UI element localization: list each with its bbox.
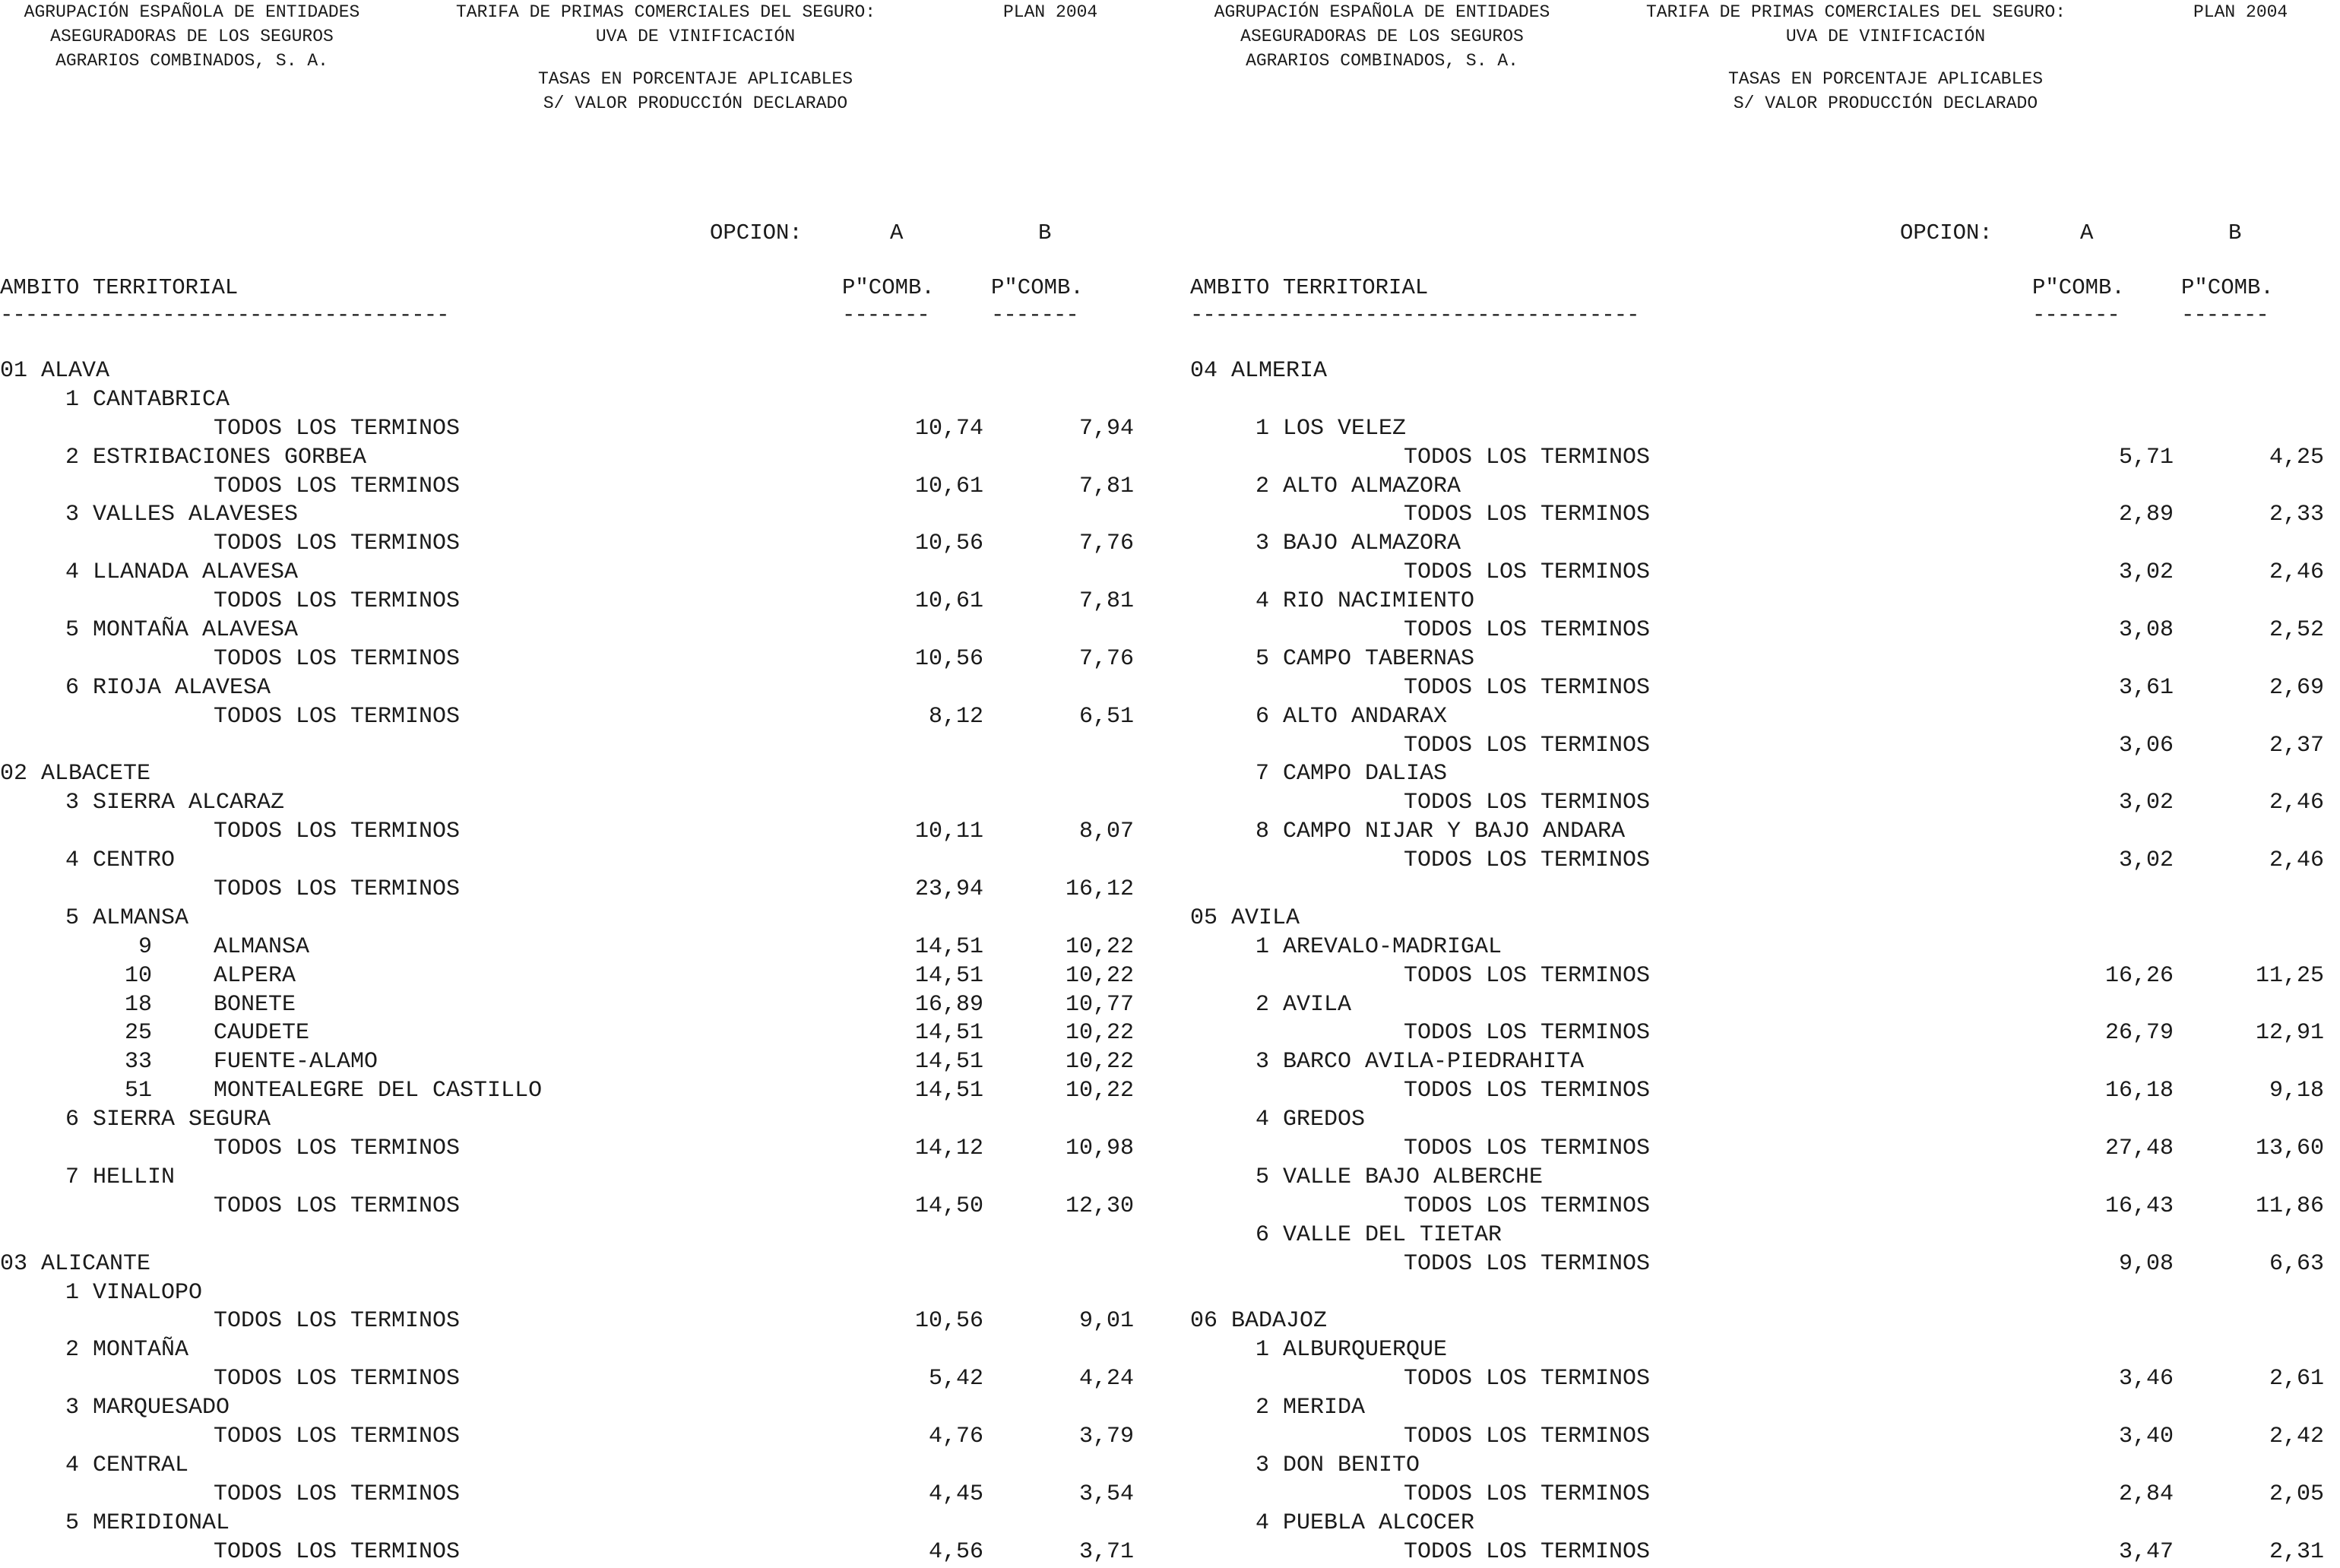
- termino-label: TODOS LOS TERMINOS: [214, 1193, 461, 1219]
- termino-label: FUENTE-ALAMO: [214, 1049, 378, 1075]
- rate-table-right: [1190, 357, 2340, 1566]
- ambito-underline: ------------------------------------: [0, 303, 449, 328]
- rate-option-a: 10,74: [914, 415, 983, 442]
- tasas-note: [494, 67, 897, 116]
- comarca-label: 7 CAMPO DALIAS: [1255, 761, 1448, 787]
- termino-row: [1190, 674, 2340, 703]
- termino-row: [1190, 1019, 2340, 1048]
- termino-row: [1190, 962, 2340, 991]
- comarca-label: 1 VINALOPO: [65, 1279, 203, 1306]
- org-line-2: ASEGURADORAS DE LOS SEGUROS: [50, 27, 334, 46]
- termino-label: TODOS LOS TERMINOS: [1404, 1481, 1651, 1507]
- comarca-row: [1190, 933, 2340, 962]
- rate-option-b: 4,24: [1078, 1366, 1134, 1392]
- rate-option-b: 2,46: [2269, 847, 2324, 874]
- rate-option-b: 10,98: [1065, 1136, 1134, 1162]
- termino-row: [0, 1538, 1150, 1567]
- comarca-label: 4 GREDOS: [1255, 1107, 1366, 1133]
- rate-option-a: 14,51: [914, 1078, 983, 1104]
- rate-option-a: 10,56: [914, 531, 983, 557]
- termino-label: TODOS LOS TERMINOS: [1404, 1020, 1651, 1047]
- option-b: B: [1038, 220, 1052, 245]
- termino-row: [0, 1048, 1150, 1077]
- province-label: 03 ALICANTE: [0, 1250, 151, 1277]
- comarca-label: 2 ESTRIBACIONES GORBEA: [65, 444, 367, 470]
- rate-option-b: 4,25: [2269, 444, 2324, 470]
- rate-option-b: 6,63: [2269, 1250, 2324, 1277]
- termino-row: [0, 1019, 1150, 1048]
- termino-row: [0, 415, 1150, 444]
- comarca-label: 4 CENTRAL: [65, 1452, 189, 1478]
- org-line-1: AGRUPACIÓN ESPAÑOLA DE ENTIDADES: [1214, 2, 1550, 22]
- comarca-row: [0, 559, 1150, 588]
- comarca-row: [0, 1509, 1150, 1538]
- rate-option-b: 7,81: [1078, 473, 1134, 499]
- rate-option-b: 9,01: [1078, 1308, 1134, 1335]
- rate-option-b: 6,51: [1078, 703, 1134, 730]
- termino-label: TODOS LOS TERMINOS: [214, 1136, 461, 1162]
- termino-code: 9: [138, 933, 152, 960]
- rate-option-a: 26,79: [2104, 1020, 2174, 1047]
- termino-label: TODOS LOS TERMINOS: [1404, 790, 1651, 816]
- opcion-row: [1190, 220, 2340, 251]
- termino-label: TODOS LOS TERMINOS: [214, 819, 461, 845]
- column-headers: [0, 275, 1150, 336]
- rate-option-b: 10,22: [1065, 1078, 1134, 1104]
- opcion-label: OPCION:: [1900, 220, 1993, 245]
- rate-option-b: 8,07: [1078, 819, 1134, 845]
- tarifa-title: TARIFA DE PRIMAS COMERCIALES DEL SEGURO:: [456, 2, 876, 22]
- termino-label: TODOS LOS TERMINOS: [1404, 962, 1651, 989]
- comarca-label: 3 SIERRA ALCARAZ: [65, 790, 285, 816]
- rate-option-b: 3,54: [1078, 1481, 1134, 1507]
- rate-option-a: 23,94: [914, 876, 983, 903]
- rate-option-a: 3,02: [2118, 847, 2174, 874]
- province-row: [1190, 1307, 2340, 1336]
- termino-row: [0, 1481, 1150, 1509]
- comarca-label: 6 SIERRA SEGURA: [65, 1107, 271, 1133]
- termino-row: [1190, 501, 2340, 530]
- comarca-label: 3 BARCO AVILA-PIEDRAHITA: [1255, 1049, 1585, 1075]
- termino-label: TODOS LOS TERMINOS: [214, 473, 461, 499]
- comarca-row: [0, 444, 1150, 473]
- termino-row: [0, 473, 1150, 502]
- termino-row: [0, 1423, 1150, 1452]
- termino-code: 51: [124, 1078, 152, 1104]
- province-label: 05 AVILA: [1190, 904, 1300, 931]
- rate-option-b: 10,22: [1065, 962, 1134, 989]
- option-a: A: [890, 220, 904, 245]
- termino-label: TODOS LOS TERMINOS: [214, 531, 461, 557]
- comarca-label: 4 CENTRO: [65, 847, 176, 874]
- comarca-label: 2 MERIDA: [1255, 1395, 1366, 1421]
- rate-option-b: 2,37: [2269, 732, 2324, 759]
- comarca-row: [1190, 1509, 2340, 1538]
- comarca-label: 7 HELLIN: [65, 1164, 176, 1190]
- plan-label: PLAN 2004: [2193, 2, 2288, 22]
- termino-row: [0, 1365, 1150, 1394]
- rate-option-b: 16,12: [1065, 876, 1134, 903]
- comarca-label: 6 VALLE DEL TIETAR: [1255, 1221, 1502, 1248]
- pcomb-b-header: P"COMB.: [2181, 275, 2274, 300]
- tasas-line-1: TASAS EN PORCENTAJE APLICABLES: [1727, 69, 2044, 89]
- rate-option-a: 10,11: [914, 819, 983, 845]
- rate-option-b: 2,52: [2269, 617, 2324, 644]
- tasas-line-2: S/ VALOR PRODUCCIÓN DECLARADO: [543, 93, 848, 113]
- rate-option-b: 10,22: [1065, 933, 1134, 960]
- termino-label: TODOS LOS TERMINOS: [214, 1423, 461, 1449]
- termino-label: TODOS LOS TERMINOS: [1404, 1366, 1651, 1392]
- org-line-3: AGRARIOS COMBINADOS, S. A.: [1246, 51, 1518, 71]
- rate-option-b: 11,25: [2255, 962, 2324, 989]
- comarca-row: [1190, 1164, 2340, 1193]
- comarca-row: [1190, 1336, 2340, 1365]
- rate-option-a: 14,51: [914, 1049, 983, 1075]
- termino-code: 18: [124, 991, 152, 1018]
- termino-label: TODOS LOS TERMINOS: [214, 588, 461, 615]
- termino-label: TODOS LOS TERMINOS: [214, 1538, 461, 1565]
- termino-row: [1190, 1423, 2340, 1452]
- termino-code: 25: [124, 1020, 152, 1047]
- termino-row: [1190, 1193, 2340, 1221]
- tasas-line-2: S/ VALOR PRODUCCIÓN DECLARADO: [1733, 93, 2038, 113]
- termino-row: [1190, 1538, 2340, 1567]
- comarca-label: 4 RIO NACIMIENTO: [1255, 588, 1475, 615]
- termino-row: [1190, 444, 2340, 473]
- termino-label: TODOS LOS TERMINOS: [1404, 559, 1651, 586]
- comarca-row: [1190, 703, 2340, 732]
- rate-option-b: 2,46: [2269, 559, 2324, 586]
- rate-option-a: 3,06: [2118, 732, 2174, 759]
- termino-row: [1190, 789, 2340, 818]
- termino-label: TODOS LOS TERMINOS: [214, 1308, 461, 1335]
- termino-row: [1190, 1135, 2340, 1164]
- rate-option-b: 2,31: [2269, 1538, 2324, 1565]
- page-left: [0, 0, 1150, 1568]
- rate-option-a: 3,46: [2118, 1366, 2174, 1392]
- rate-option-a: 3,47: [2118, 1538, 2174, 1565]
- province-label: 06 BADAJOZ: [1190, 1308, 1328, 1335]
- comarca-label: 1 AREVALO-MADRIGAL: [1255, 933, 1502, 960]
- termino-label: BONETE: [214, 991, 296, 1018]
- termino-label: TODOS LOS TERMINOS: [1404, 732, 1651, 759]
- opcion-row: [0, 220, 1150, 251]
- termino-row: [1190, 1077, 2340, 1106]
- opcion-label: OPCION:: [710, 220, 803, 245]
- comarca-label: 6 ALTO ANDARAX: [1255, 703, 1448, 730]
- termino-label: TODOS LOS TERMINOS: [1404, 1538, 1651, 1565]
- rate-option-a: 3,02: [2118, 790, 2174, 816]
- comarca-row: [0, 501, 1150, 530]
- comarca-label: 3 DON BENITO: [1255, 1452, 1420, 1478]
- rate-option-b: 3,79: [1078, 1423, 1134, 1449]
- comarca-label: 1 LOS VELEZ: [1255, 415, 1407, 442]
- province-label: 04 ALMERIA: [1190, 358, 1328, 384]
- comarca-row: [0, 904, 1150, 933]
- option-b: B: [2228, 220, 2242, 245]
- comarca-row: [0, 1279, 1150, 1308]
- comarca-label: 3 MARQUESADO: [65, 1395, 230, 1421]
- rate-option-a: 9,08: [2118, 1250, 2174, 1277]
- termino-row: [0, 818, 1150, 847]
- termino-row: [0, 530, 1150, 559]
- org-name: [1190, 0, 1574, 73]
- termino-label: TODOS LOS TERMINOS: [214, 703, 461, 730]
- termino-row: [0, 1307, 1150, 1336]
- comarca-row: [0, 1394, 1150, 1423]
- rate-option-b: 2,61: [2269, 1366, 2324, 1392]
- spacer-row: [0, 732, 1150, 761]
- termino-label: TODOS LOS TERMINOS: [214, 1366, 461, 1392]
- termino-label: TODOS LOS TERMINOS: [1404, 847, 1651, 874]
- comarca-row: [1190, 530, 2340, 559]
- rate-option-a: 5,71: [2118, 444, 2174, 470]
- comarca-label: 1 CANTABRICA: [65, 386, 230, 413]
- rate-option-b: 10,77: [1065, 991, 1134, 1018]
- province-row: [1190, 357, 2340, 386]
- rate-option-a: 10,61: [914, 588, 983, 615]
- crop-name: UVA DE VINIFICACIÓN: [595, 27, 796, 46]
- spacer-row: [1190, 386, 2340, 415]
- termino-row: [0, 962, 1150, 991]
- termino-row: [0, 703, 1150, 732]
- termino-label: TODOS LOS TERMINOS: [214, 1481, 461, 1507]
- termino-label: ALPERA: [214, 962, 296, 989]
- tasas-note: [1684, 67, 2087, 116]
- rate-option-b: 13,60: [2255, 1136, 2324, 1162]
- org-name: [0, 0, 384, 73]
- comarca-row: [1190, 1221, 2340, 1250]
- termino-label: TODOS LOS TERMINOS: [1404, 1136, 1651, 1162]
- rate-option-a: 3,08: [2118, 617, 2174, 644]
- pcomb-b-underline: -------: [2181, 303, 2269, 328]
- comarca-row: [1190, 760, 2340, 789]
- ambito-header: AMBITO TERRITORIAL: [1190, 275, 1429, 300]
- comarca-row: [1190, 1452, 2340, 1481]
- termino-label: TODOS LOS TERMINOS: [214, 876, 461, 903]
- rate-option-a: 14,51: [914, 1020, 983, 1047]
- org-line-2: ASEGURADORAS DE LOS SEGUROS: [1240, 27, 1524, 46]
- termino-label: TODOS LOS TERMINOS: [1404, 1250, 1651, 1277]
- termino-row: [1190, 559, 2340, 588]
- termino-label: TODOS LOS TERMINOS: [1404, 1423, 1651, 1449]
- comarca-label: 4 LLANADA ALAVESA: [65, 559, 299, 586]
- rate-option-a: 16,26: [2104, 962, 2174, 989]
- province-row: [1190, 904, 2340, 933]
- termino-label: TODOS LOS TERMINOS: [1404, 1078, 1651, 1104]
- termino-row: [1190, 616, 2340, 645]
- comarca-row: [1190, 645, 2340, 674]
- comarca-row: [0, 1106, 1150, 1135]
- termino-label: CAUDETE: [214, 1020, 310, 1047]
- termino-label: TODOS LOS TERMINOS: [1404, 1193, 1651, 1219]
- comarca-row: [1190, 588, 2340, 616]
- rate-option-a: 14,50: [914, 1193, 983, 1219]
- ambito-underline: ------------------------------------: [1190, 303, 1639, 328]
- termino-label: TODOS LOS TERMINOS: [1404, 617, 1651, 644]
- rate-option-b: 7,81: [1078, 588, 1134, 615]
- org-line-1: AGRUPACIÓN ESPAÑOLA DE ENTIDADES: [24, 2, 360, 22]
- comarca-label: 5 MERIDIONAL: [65, 1509, 230, 1536]
- rate-option-a: 16,89: [914, 991, 983, 1018]
- rate-option-b: 7,94: [1078, 415, 1134, 442]
- pcomb-b-header: P"COMB.: [991, 275, 1084, 300]
- comarca-row: [0, 847, 1150, 876]
- comarca-label: 3 BAJO ALMAZORA: [1255, 531, 1461, 557]
- termino-label: TODOS LOS TERMINOS: [214, 645, 461, 672]
- comarca-label: 2 MONTAÑA: [65, 1337, 189, 1364]
- rate-option-b: 2,46: [2269, 790, 2324, 816]
- spacer-row: [1190, 876, 2340, 904]
- rate-option-b: 7,76: [1078, 645, 1134, 672]
- crop-name: UVA DE VINIFICACIÓN: [1785, 27, 1986, 46]
- rate-option-a: 27,48: [2104, 1136, 2174, 1162]
- termino-label: TODOS LOS TERMINOS: [214, 415, 461, 442]
- comarca-label: 8 CAMPO NIJAR Y BAJO ANDARA: [1255, 819, 1626, 845]
- ambito-header: AMBITO TERRITORIAL: [0, 275, 239, 300]
- comarca-row: [0, 386, 1150, 415]
- comarca-row: [0, 674, 1150, 703]
- rate-option-b: 10,22: [1065, 1049, 1134, 1075]
- termino-row: [0, 1135, 1150, 1164]
- province-label: 02 ALBACETE: [0, 761, 151, 787]
- rate-option-a: 10,56: [914, 645, 983, 672]
- page-right: [1190, 0, 2340, 1568]
- termino-label: MONTEALEGRE DEL CASTILLO: [214, 1078, 543, 1104]
- pcomb-a-underline: -------: [2032, 303, 2120, 328]
- rate-option-b: 2,42: [2269, 1423, 2324, 1449]
- comarca-row: [0, 1164, 1150, 1193]
- rate-option-a: 3,40: [2118, 1423, 2174, 1449]
- rate-option-a: 2,89: [2118, 502, 2174, 528]
- rate-option-a: 3,61: [2118, 674, 2174, 701]
- termino-row: [1190, 1250, 2340, 1279]
- rate-option-a: 3,02: [2118, 559, 2174, 586]
- rate-option-a: 14,51: [914, 962, 983, 989]
- comarca-row: [0, 1452, 1150, 1481]
- rate-option-a: 10,56: [914, 1308, 983, 1335]
- termino-label: TODOS LOS TERMINOS: [1404, 444, 1651, 470]
- rate-option-b: 12,91: [2255, 1020, 2324, 1047]
- tasas-line-1: TASAS EN PORCENTAJE APLICABLES: [537, 69, 853, 89]
- termino-row: [1190, 1365, 2340, 1394]
- rate-option-a: 14,12: [914, 1136, 983, 1162]
- rate-option-b: 7,76: [1078, 531, 1134, 557]
- plan-label: PLAN 2004: [1003, 2, 1098, 22]
- comarca-row: [1190, 818, 2340, 847]
- column-headers: [1190, 275, 2340, 336]
- rate-option-b: 11,86: [2255, 1193, 2324, 1219]
- rate-option-b: 3,71: [1078, 1538, 1134, 1565]
- spacer-row: [1190, 1279, 2340, 1308]
- comarca-label: 5 MONTAÑA ALAVESA: [65, 617, 299, 644]
- province-row: [0, 1250, 1150, 1279]
- comarca-row: [1190, 415, 2340, 444]
- rate-option-a: 4,76: [928, 1423, 983, 1449]
- comarca-label: 6 RIOJA ALAVESA: [65, 674, 271, 701]
- termino-row: [0, 588, 1150, 616]
- pcomb-a-underline: -------: [842, 303, 929, 328]
- rate-option-a: 4,56: [928, 1538, 983, 1565]
- termino-row: [0, 645, 1150, 674]
- termino-row: [0, 876, 1150, 904]
- comarca-row: [0, 1336, 1150, 1365]
- termino-row: [0, 991, 1150, 1020]
- comarca-label: 1 ALBURQUERQUE: [1255, 1337, 1448, 1364]
- termino-row: [1190, 1481, 2340, 1509]
- termino-row: [0, 1193, 1150, 1221]
- comarca-label: 2 AVILA: [1255, 991, 1352, 1018]
- comarca-row: [0, 789, 1150, 818]
- rate-option-b: 2,05: [2269, 1481, 2324, 1507]
- comarca-row: [1190, 991, 2340, 1020]
- pcomb-a-header: P"COMB.: [2032, 275, 2125, 300]
- rate-option-b: 2,69: [2269, 674, 2324, 701]
- comarca-label: 5 ALMANSA: [65, 904, 189, 931]
- rate-option-a: 10,61: [914, 473, 983, 499]
- pcomb-b-underline: -------: [991, 303, 1078, 328]
- comarca-label: 5 CAMPO TABERNAS: [1255, 645, 1475, 672]
- comarca-row: [1190, 1394, 2340, 1423]
- comarca-row: [1190, 1048, 2340, 1077]
- termino-label: TODOS LOS TERMINOS: [1404, 502, 1651, 528]
- termino-code: 33: [124, 1049, 152, 1075]
- rate-option-b: 9,18: [2269, 1078, 2324, 1104]
- province-label: 01 ALAVA: [0, 358, 110, 384]
- comarca-row: [1190, 1106, 2340, 1135]
- option-a: A: [2080, 220, 2094, 245]
- rate-option-a: 5,42: [928, 1366, 983, 1392]
- rate-option-a: 14,51: [914, 933, 983, 960]
- rate-option-a: 16,43: [2104, 1193, 2174, 1219]
- termino-code: 10: [124, 962, 152, 989]
- termino-row: [1190, 732, 2340, 761]
- termino-label: ALMANSA: [214, 933, 310, 960]
- province-row: [0, 760, 1150, 789]
- rate-option-a: 16,18: [2104, 1078, 2174, 1104]
- rate-option-a: 4,45: [928, 1481, 983, 1507]
- termino-row: [1190, 847, 2340, 876]
- pcomb-a-header: P"COMB.: [842, 275, 935, 300]
- org-line-3: AGRARIOS COMBINADOS, S. A.: [55, 51, 328, 71]
- comarca-row: [1190, 473, 2340, 502]
- comarca-label: 4 PUEBLA ALCOCER: [1255, 1509, 1475, 1536]
- rate-table-left: [0, 357, 1150, 1566]
- spacer-row: [0, 1221, 1150, 1250]
- termino-row: [0, 1077, 1150, 1106]
- rate-option-b: 10,22: [1065, 1020, 1134, 1047]
- comarca-label: 2 ALTO ALMAZORA: [1255, 473, 1461, 499]
- tarifa-title: TARIFA DE PRIMAS COMERCIALES DEL SEGURO:: [1646, 2, 2066, 22]
- rate-option-a: 8,12: [928, 703, 983, 730]
- province-row: [0, 357, 1150, 386]
- termino-label: TODOS LOS TERMINOS: [1404, 674, 1651, 701]
- comarca-row: [0, 616, 1150, 645]
- comarca-label: 3 VALLES ALAVESES: [65, 502, 299, 528]
- termino-row: [0, 933, 1150, 962]
- rate-option-a: 2,84: [2118, 1481, 2174, 1507]
- rate-option-b: 2,33: [2269, 502, 2324, 528]
- comarca-label: 5 VALLE BAJO ALBERCHE: [1255, 1164, 1544, 1190]
- rate-option-b: 12,30: [1065, 1193, 1134, 1219]
